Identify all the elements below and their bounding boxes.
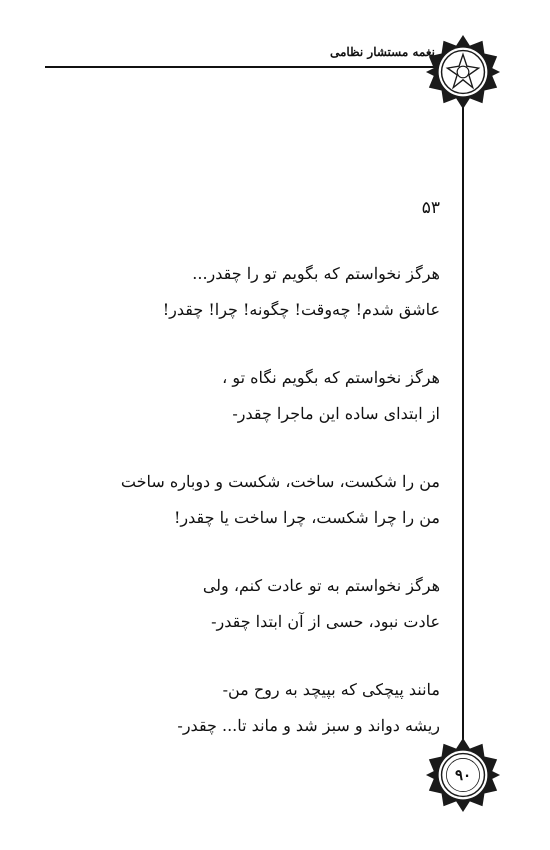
verse-line: از ابتدای ساده این ماجرا چقدر-	[232, 404, 440, 423]
verse-line: هرگز نخواستم به تو عادت کنم، ولی	[202, 576, 440, 595]
verse-line: من را شکست، ساخت، شکست و دوباره ساخت	[120, 472, 440, 491]
stanza	[100, 360, 440, 432]
star-rosette-ornament-icon	[424, 33, 502, 111]
header-rule	[45, 66, 435, 68]
verse-line: عادت نبود، حسی از آن ابتدا چقدر-	[211, 612, 440, 631]
poem-body	[100, 198, 440, 776]
verse-line: عاشق شدم! چه‌وقت! چگونه! چرا! چقدر!	[162, 300, 440, 319]
page-number: ۹۰	[454, 766, 472, 784]
verse-line: مانند پیچکی که بپیچد به روح من-	[222, 680, 440, 699]
stanza	[100, 568, 440, 640]
stanza	[100, 672, 440, 744]
stanza	[100, 464, 440, 536]
verse-line: هرگز نخواستم که بگویم تو را چقدر...	[192, 264, 440, 283]
margin-rule	[462, 100, 464, 740]
book-title: نغمه مستشار نظامی	[329, 45, 435, 59]
stanza	[100, 256, 440, 328]
verse-line: هرگز نخواستم که بگویم نگاه تو ،	[222, 368, 440, 387]
poem-number: ۵۳	[421, 198, 440, 218]
verse-line: ریشه دواند و سبز شد و ماند تا... چقدر-	[177, 716, 440, 735]
verse-line: من را چرا شکست، چرا ساخت یا چقدر!	[174, 508, 440, 527]
